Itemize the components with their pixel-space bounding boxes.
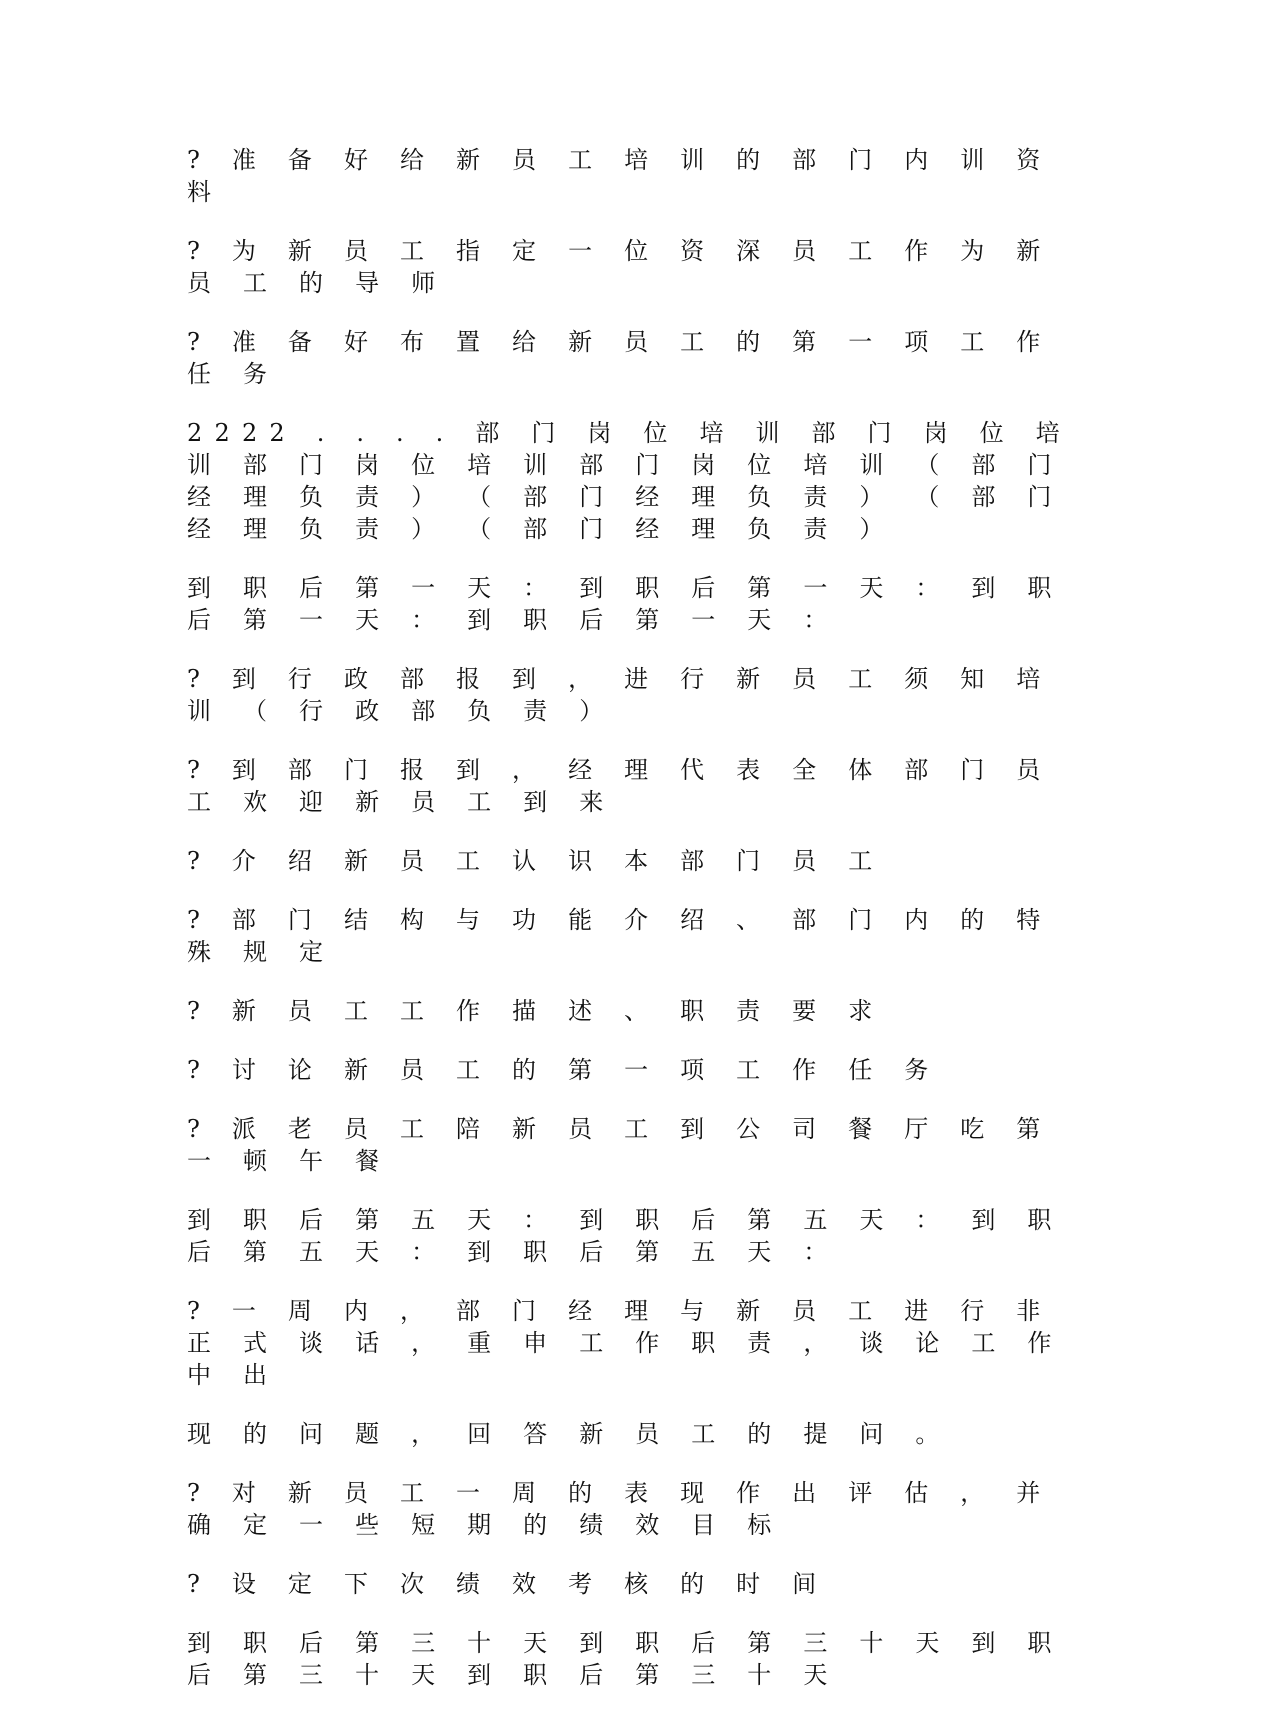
paragraph-6: ? 到 行 政 部 报 到 ， 进 行 新 员 工 须 知 培 训 （ 行 政 部 负 责 ）: [187, 665, 1053, 725]
paragraph-15: 现 的 问 题 ， 回 答 新 员 工 的 提 问 。: [187, 1420, 952, 1448]
paragraph-2: ? 为 新 员 工 指 定 一 位 资 深 员 工 作 为 新 员 工 的 导 师: [187, 237, 1053, 297]
paragraph-17: ? 设 定 下 次 绩 效 考 核 的 时 间: [187, 1570, 829, 1598]
paragraph-10: ? 新 员 工 工 作 描 述 、 职 责 要 求: [187, 997, 885, 1025]
paragraph-4: 2222 . . . . 部 门 岗 位 培 训 部 门 岗 位 培 训 部 门 岗 位 培 训 部 门 岗 位 培 训 （ 部 门 经 理 负 责 ） （ 部 门 经 理 负 责 ） （ 部 门 经 理 负 责 ） （ 部 门 经 理 负 责 ）: [187, 419, 1072, 543]
paragraph-1: ? 准 备 好 给 新 员 工 培 训 的 部 门 内 训 资 料: [187, 146, 1053, 206]
paragraph-8: ? 介 绍 新 员 工 认 识 本 部 门 员 工: [187, 847, 885, 875]
paragraph-7: ? 到 部 门 报 到 ， 经 理 代 表 全 体 部 门 员 工 欢 迎 新 员 工 到 来: [187, 756, 1053, 816]
document-body: [187, 144, 1087, 1718]
paragraph-18: 到 职 后 第 三 十 天 到 职 后 第 三 十 天 到 职 后 第 三 十 天 到 职 后 第 三 十 天: [187, 1629, 1064, 1689]
paragraph-11: ? 讨 论 新 员 工 的 第 一 项 工 作 任 务: [187, 1056, 941, 1084]
paragraph-3: ? 准 备 好 布 置 给 新 员 工 的 第 一 项 工 作 任 务: [187, 328, 1053, 388]
paragraph-5: 到 职 后 第 一 天 ： 到 职 后 第 一 天 ： 到 职 后 第 一 天 ： 到 职 后 第 一 天 ：: [187, 574, 1064, 634]
paragraph-14: ? 一 周 内 ， 部 门 经 理 与 新 员 工 进 行 非 正 式 谈 话 ， 重 申 工 作 职 责 ， 谈 论 工 作 中 出: [187, 1297, 1064, 1389]
paragraph-12: ? 派 老 员 工 陪 新 员 工 到 公 司 餐 厅 吃 第 一 顿 午 餐: [187, 1115, 1053, 1175]
paragraph-13: 到 职 后 第 五 天 ： 到 职 后 第 五 天 ： 到 职 后 第 五 天 ： 到 职 后 第 五 天 ：: [187, 1206, 1064, 1266]
paragraph-16: ? 对 新 员 工 一 周 的 表 现 作 出 评 估 ， 并 确 定 一 些 短 期 的 绩 效 目 标: [187, 1479, 1053, 1539]
paragraph-9: ? 部 门 结 构 与 功 能 介 绍 、 部 门 内 的 特 殊 规 定: [187, 906, 1053, 966]
